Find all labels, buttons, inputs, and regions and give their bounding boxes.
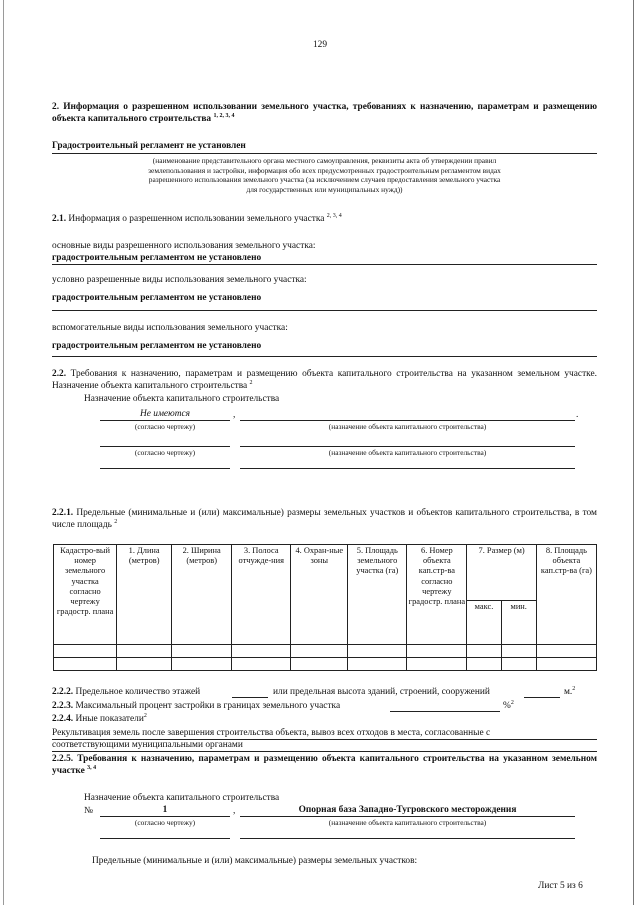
object-row2-drawing-underline (100, 838, 230, 839)
row2-drawing-underline (100, 446, 230, 447)
section-2-2-1-ref: 2 (114, 518, 118, 525)
section-2-heading-refs: 1, 2, 3, 4 (213, 112, 235, 119)
section-2-1-refs: 2, 3, 4 (326, 212, 342, 219)
object-comma: , (233, 806, 236, 816)
scan-edge-left (3, 0, 4, 905)
row1-comma: , (233, 410, 236, 420)
section-2-1-heading (52, 213, 342, 225)
row3-name-underline (240, 468, 575, 469)
regulation-caption-line-1: (наименование представительного органа местного самоуправления, реквизиты акта об утверждении правил (152, 156, 497, 165)
percent-unit: % (503, 701, 511, 711)
parameters-table (53, 544, 597, 671)
row2-caption-drawing: (согласно чертежу) (134, 448, 196, 457)
section-2-2-2-mid: или предельная высота зданий, строений, сооружений (273, 687, 490, 697)
table-header-length: 1. Длина (метров) (117, 545, 172, 645)
limits-text: Предельные (минимальные и (или) максимальные) размеры земельных участков: (92, 856, 418, 866)
regulation-caption-line-2: землепользования и застройки, информация обо всех предусмотренных градостроительным регламентом видах (148, 165, 501, 175)
row2-name-underline (240, 446, 575, 447)
row3-drawing-underline (100, 468, 230, 469)
section-2-2-ref: 2 (249, 379, 253, 386)
section-2-2-5-purpose-label: Назначение объекта капитального строительства (84, 793, 280, 803)
section-2-2-3-unit (503, 700, 514, 712)
section-2-2-2-unit (564, 686, 575, 698)
build-percent-blank (390, 711, 500, 712)
table-header-object-number: 6. Номер объекта кап.стр-ва согласно чертежу градостр. плана (407, 545, 467, 645)
conditional-uses-underline (52, 310, 597, 311)
table-subheader-min: мин. (501, 601, 536, 645)
regulation-caption (52, 156, 597, 194)
section-2-1-text: Информация о разрешенном использовании земельного участка (68, 214, 325, 224)
section-2-2-2-body: Предельное количество этажей (75, 687, 201, 697)
conditional-uses-label: условно разрешенные виды использования земельного участка: (52, 275, 307, 285)
percent-unit-ref: 2 (510, 699, 514, 706)
object-caption-drawing: (согласно чертежу) (134, 818, 196, 827)
section-2-2-1-text (52, 507, 597, 531)
section-2-2-number: 2.2. (52, 369, 67, 379)
row1-drawing-value: Не имеются (139, 409, 190, 419)
table-header-width: 2. Ширина (метров) (172, 545, 232, 645)
object-name: Опорная база Западно-Тугровского месторождения (298, 805, 517, 815)
row1-caption-drawing: (согласно чертежу) (134, 422, 196, 431)
section-2-2-5-ref: 3, 4 (87, 764, 97, 771)
page-number: 129 (312, 40, 328, 50)
regulation-underline (52, 153, 597, 154)
regulation-caption-line-3: разрешенного использования земельного участка (за исключением случаев предоставления земельного участка (148, 175, 501, 184)
table-subheader-max: макс. (467, 601, 501, 645)
height-blank (524, 697, 560, 698)
height-unit: м. (564, 687, 573, 697)
object-caption-name: (назначение объекта капитального строительства) (328, 818, 487, 827)
section-2-2-5-number: 2.2.5. (52, 754, 74, 764)
table-header-cadastral: Кадастро-вый номер земельного участка согласно чертежу градостр. плана (54, 545, 117, 645)
table-header-size: 7. Размер (м) (467, 545, 536, 601)
section-2-2-3-number: 2.2.3. (52, 701, 74, 711)
table-header-alienation-strip: 3. Полоса отчужде-ния (232, 545, 291, 645)
object-name-underline (240, 816, 575, 817)
row2-caption-name: (назначение объекта капитального строительства) (328, 448, 487, 457)
main-uses-value: градостроительным регламентом не установлено (52, 253, 262, 263)
section-2-2-5-body: Требования к назначению, параметрам и размещению объекта капитального строительства на указанном земельном участке (52, 754, 598, 776)
section-2-2-4-body: Иные показатели (75, 714, 144, 724)
object-number-underline (100, 816, 230, 817)
section-2-2-4-ref: 2 (143, 712, 147, 719)
section-2-2-4-text (52, 713, 147, 725)
other-indicators-underline-2 (52, 751, 597, 752)
section-2-2-2-number: 2.2.2. (52, 687, 74, 697)
section-2-2-body: Требования к назначению, параметрам и размещению объекта капитального строительства на указанном земельном участке. Назначение объекта капитального строительства (52, 369, 597, 391)
section-2-1-number: 2.1. (52, 214, 67, 224)
height-unit-ref: 2 (572, 685, 576, 692)
auxiliary-uses-underline (52, 356, 597, 357)
table-header-plot-area: 5. Площадь земельного участка (га) (348, 545, 407, 645)
section-2-2-4-number: 2.2.4. (52, 714, 74, 724)
section-2-heading-text: 2. Информация о разрешенном использовании земельного участка, требованиях к назначению, параметрам и размещению объекта капитального строительства (52, 102, 597, 124)
main-uses-underline (52, 264, 597, 265)
table-row (54, 658, 597, 671)
row1-name-underline (240, 420, 575, 421)
section-2-2-1-number: 2.2.1. (52, 508, 74, 518)
number-sign: № (84, 806, 93, 816)
table-row (54, 645, 597, 658)
section-2-2-text (52, 368, 597, 392)
table-header-object-area: 8. Площадь объекта кап.стр-ва (га) (536, 545, 596, 645)
scan-edge-right (633, 0, 634, 905)
table-header-protected-zones: 4. Охран-ные зоны (291, 545, 348, 645)
row1-dot: . (576, 410, 579, 420)
sheet-footer: Лист 5 из 6 (538, 881, 583, 891)
section-2-heading (52, 101, 597, 125)
section-2-2-1-body: Предельные (минимальные и (или) максимальные) размеры земельных участков и объектов капитального строительства, в том числе площадь (52, 508, 597, 530)
other-indicators-line-2: соответствующими муниципальными органами (52, 740, 243, 750)
object-row2-name-underline (240, 838, 575, 839)
row1-drawing-underline (100, 420, 230, 421)
main-uses-label: основные виды разрешенного использования земельного участка: (52, 241, 316, 251)
auxiliary-uses-value: градостроительным регламентом не установлено (52, 341, 262, 351)
other-indicators-line-1: Рекультивация земель после завершения строительства объекта, вывоз всех отходов в места, согласованные с (52, 728, 491, 738)
section-2-2-3-body: Максимальный процент застройки в границах земельного участка (75, 701, 341, 711)
regulation-value: Градостроительный регламент не установлен (52, 141, 246, 151)
table-header-row (54, 545, 597, 601)
row1-caption-name: (назначение объекта капитального строительства) (328, 422, 487, 431)
floors-blank (232, 697, 268, 698)
section-2-2-5-text (52, 753, 597, 777)
regulation-caption-line-4: для государственных или муниципальных нужд)) (246, 184, 403, 194)
conditional-uses-value: градостроительным регламентом не установлено (52, 293, 262, 303)
object-number: 1 (162, 805, 168, 815)
section-2-2-purpose-label: Назначение объекта капитального строительства (84, 394, 280, 404)
section-2-2-3-text (52, 700, 340, 712)
auxiliary-uses-label: вспомогательные виды использования земельного участка: (52, 323, 288, 333)
